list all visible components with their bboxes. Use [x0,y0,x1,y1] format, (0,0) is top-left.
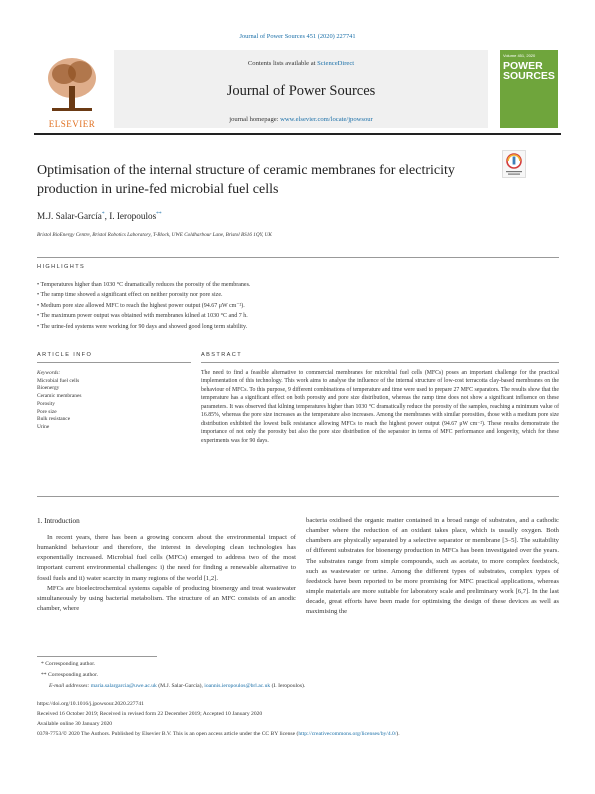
abstract-heading: ABSTRACT [201,352,243,358]
highlight-item: • Medium pore size allowed MFC to reach the highest power output (94.67 μW cm⁻²). [37,302,245,309]
paragraph: In recent years, there has been a growing concern about the environmental impact of humankind behaviour and therefore, the interest in developing clean technologies has exponentially increased. Microbial fuel cells (MFCs) emerged to address two of the most important current environmental challenges: i) the need for finding a renewable alternative to fossil fuels and ii) water scarcity in many regions of the world [1,2]. [37,534,296,582]
footnote-corresponding-2: ** Corresponding author. [41,672,99,678]
keywords-label: Keywords: [37,370,61,376]
corresponding-mark[interactable]: ** [156,211,162,217]
keyword: Bioenergy [37,385,60,392]
header-rule [34,133,561,135]
journal-name: Journal of Power Sources [226,83,376,99]
elsevier-tree-logo [34,50,110,128]
highlights-list [37,280,547,332]
footnote-corresponding-1: * Corresponding author. [41,661,96,667]
sciencedirect-link[interactable]: ScienceDirect [317,60,355,67]
article-title: Optimisation of the internal structure of ceramic membranes for electricity production in urine-fed microbial fuel cells [37,163,455,197]
paragraph: MFCs are bioelectrochemical systems capable of producing bioenergy and treat wastewater simultaneously by using bacterial metabolism. The structure of an MFC consists of an anodic chamber, where [37,584,296,613]
homepage-link[interactable]: www.elsevier.com/locate/jpowsour [280,116,373,123]
divider [201,362,559,363]
received-dates: Received 16 October 2019; Received in revised form 22 December 2019; Accepted 10 January 2020 [37,711,263,717]
contents-line: Contents lists available at ScienceDirect [247,60,355,67]
abstract-text: The need to find a feasible alternative to commercial membranes for microbial fuel cells (MFCs) poses an important challenge for the practical implementation of this technology. This work aims to analyse the influence of the internal structure of low-cost terracotta clay-based membranes on the behaviour of MFCs. To this purpose, 9 different combinations of temperature and time were used to prepare 27 MFC separators. The results show that the temperature has a significant effect on both porosity and pore size distribution, whereas the ramp time does not show a significant influence on these parameters. It was observed that kilning temperatures higher than 1030 °C dramatically reduce the porosity of the samples, reaching a minimum value of 16.85%, whereas the pore size increases as the temperature also increases. Among the membranes with similar porosities, those with a medium pore size distribution exhibited the lowest bulk resistance allowing MFCs to reach the highest power output (94.67 μW cm⁻²). These results demonstrate the importance of not only the porosity but also the pore size distribution of the separator in terms of MFC performance and longevity, which for these experiments was for 90 days. [201,370,559,444]
doi-link[interactable]: https://doi.org/10.1016/j.jpowsour.2020.227741 [37,701,144,707]
highlight-item: • Temperatures higher than 1030 °C dramatically reduces the porosity of the membranes. [37,282,251,288]
keyword: Porosity [37,400,55,407]
email-link[interactable]: maria.salargarcia@uwe.ac.uk [90,683,157,689]
footnote-rule [37,656,157,657]
highlight-item: • The ramp time showed a significant effect on neither porosity nor pore size. [37,292,223,299]
email-link[interactable]: ioannis.ieropoulos@brl.ac.uk [204,683,271,689]
author-name: I. Ieropoulos [109,211,157,222]
highlight-item: • The urine-fed systems were working for 90 days and showed good long term stability. [37,323,248,330]
corresponding-mark[interactable]: * [101,211,105,217]
highlights-heading: HIGHLIGHTS [37,264,86,270]
journal-homepage: journal homepage: www.elsevier.com/locate/jpowsour [229,116,373,123]
introduction-heading: 1. Introduction [37,517,80,525]
available-online: Available online 30 January 2020 [37,721,113,727]
cover-title: POWER SOURCES [503,60,555,82]
author-list: M.J. Salar-García*, I. Ieropoulos** [37,211,162,222]
publisher-wordmark: ELSEVIER [48,119,96,129]
divider [37,362,191,363]
footnote-emails: E-mail addresses: maria.salargarcia@uwe.ac.uk (M.J. Salar-García), ioannis.ieropoulos@brl.ac.uk (I. Ieropoulos). [49,683,306,689]
author-name: M.J. Salar-García [37,211,102,222]
keyword: Ceramic membranes [37,393,82,400]
keyword: Microbial fuel cells [37,377,80,384]
affiliation: Bristol BioEnergy Centre, Bristol Robotics Laboratory, T-Block, UWE Coldharbour Lane, Bristol BS16 1QY, UK [37,232,272,238]
keyword: Bulk resistance [37,416,71,423]
license-line: 0378-7753/© 2020 The Authors. Published by Elsevier B.V. This is an open access article under the CC BY license (http://creativecommons.org/licenses/by/4.0/). [37,731,400,737]
divider [37,257,559,258]
paragraph: bacteria oxidised the organic matter contained in a broad range of substrates, and a cathodic chamber where the reduction of an oxidant takes place, which is usually oxygen. Both chambers are physically separated by a selective separator or membrane [3–5]. The suitability of different substrates for bioenergy production in MFCs has been investigated over the years. The substrates range from simple compounds, such as acetate, to more complex feedstock, such as wastewater or urine. Among the different types of substrates, complex types of feedstock have been reported to be more promising for MFC practical applications, whereas simple materials are more suitable for laboratory scale and preliminary work [6,7]. In the last decade, great efforts have been made for optimising the design of these devices as well as maximising the [306,517,559,616]
highlight-item: • The maximum power output was obtained with membranes kilned at 1030 °C and 7 h. [37,313,248,320]
keyword: Urine [37,423,50,430]
cover-volume: Volume 451, 2020 [503,53,536,58]
body-column-right [306,516,559,618]
keywords-list [37,370,81,432]
license-link[interactable]: http://creativecommons.org/licenses/by/4.0/ [298,731,397,737]
article-info-heading: ARTICLE INFO [37,352,93,358]
keyword: Pore size [37,408,57,415]
divider [37,496,559,497]
body-column-left [37,533,296,614]
check-for-updates-badge[interactable] [502,150,526,178]
journal-citation[interactable]: Journal of Power Sources 451 (2020) 227741 [239,33,356,40]
